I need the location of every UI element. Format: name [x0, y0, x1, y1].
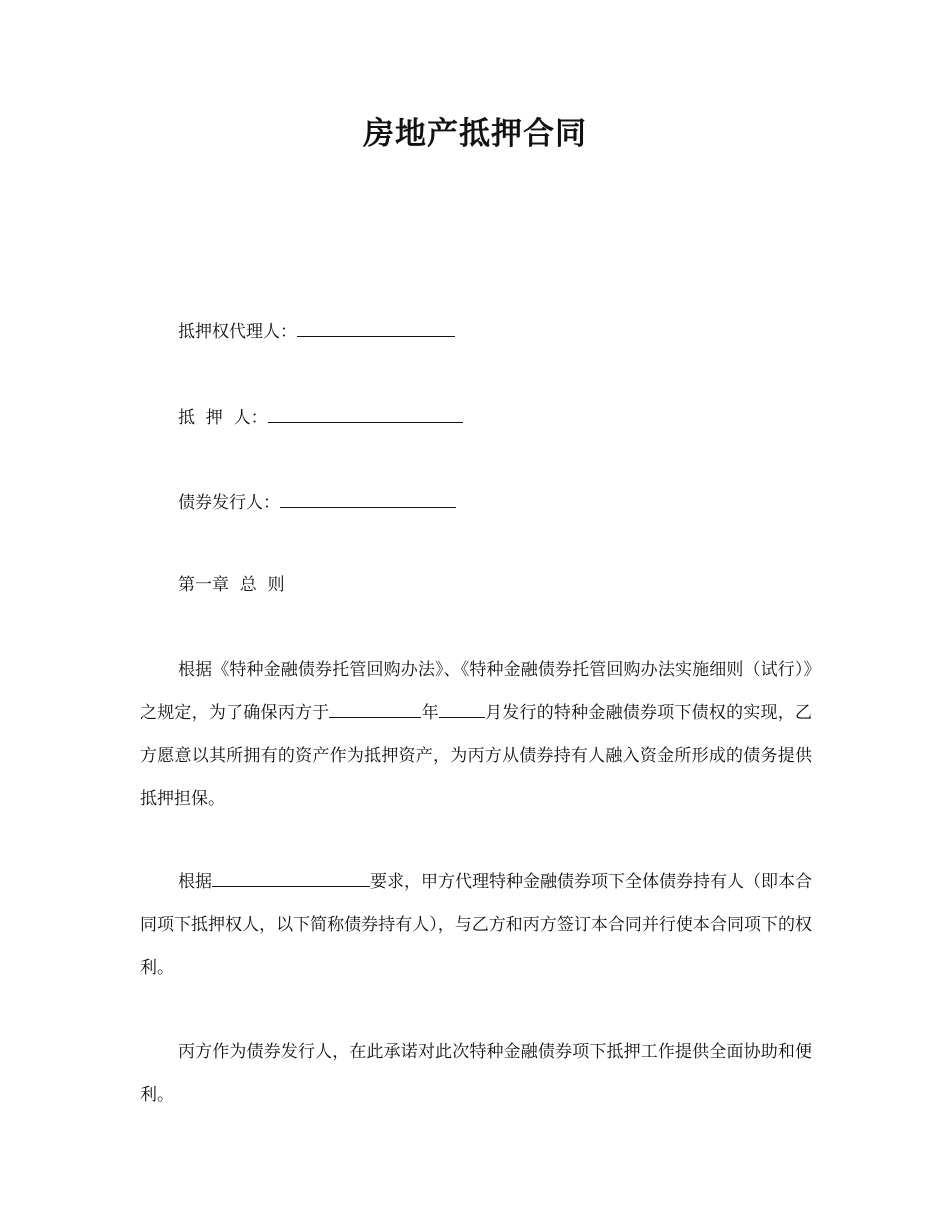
issuer-blank[interactable]: [280, 489, 456, 508]
month-blank[interactable]: [439, 701, 485, 718]
paragraph-3: 丙方作为债券发行人，在此承诺对此次特种金融债券项下抵押工作提供全面协助和便利。: [140, 1042, 812, 1105]
paragraph-1: [140, 649, 812, 821]
year-suffix: 年: [421, 703, 439, 723]
agent-field: [178, 318, 455, 344]
issuer-label: 债券发行人：: [178, 493, 280, 513]
mortgagor-field: [178, 404, 463, 430]
document-title: 房地产抵押合同: [363, 116, 587, 152]
mortgagor-blank[interactable]: [268, 404, 463, 423]
agent-label: 抵押权代理人：: [178, 322, 297, 342]
paragraph-2-part2: 要求，甲方代理特种金融债券项下全体债券持有人（即本合同项下抵押权人，以下简称债券持有人），与乙方和丙方签订本合同并行使本合同项下的权利。: [140, 872, 812, 978]
paragraph-1-part1: 根据《特种金融债券托管回购办法》、《特种金融债券托管回购办法实施细则（试行）》之规定，为了确保丙方于: [140, 660, 812, 723]
requirement-blank[interactable]: [212, 870, 370, 887]
paragraph-2: [140, 861, 812, 990]
agent-blank[interactable]: [297, 318, 455, 337]
paragraph-2-part1: 根据: [178, 872, 212, 892]
paragraph-1-part2: 月发行的特种金融债券项下债权的实现，乙方愿意以其所拥有的资产作为抵押资产，为丙方从债券持有人融入资金所形成的债务提供抵押担保。: [140, 703, 812, 809]
chapter-heading: [178, 573, 285, 597]
mortgagor-label: 抵 押 人：: [178, 408, 268, 428]
issuer-field: [178, 489, 456, 515]
year-blank[interactable]: [329, 701, 421, 718]
chapter-heading-text: 第一章 总 则: [178, 575, 285, 595]
